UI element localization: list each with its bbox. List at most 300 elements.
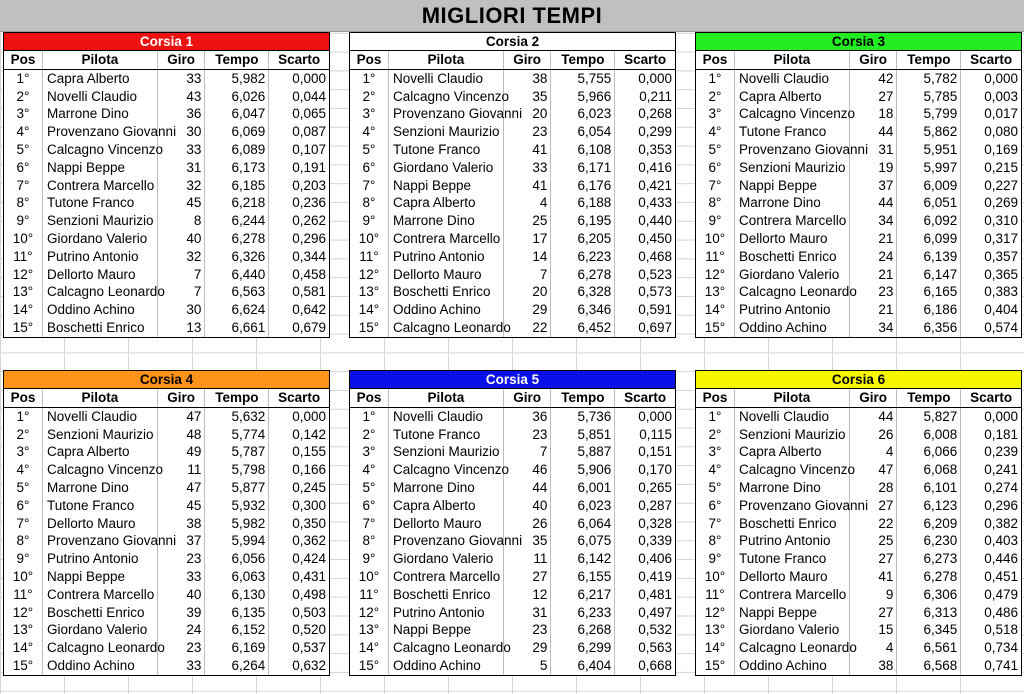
cell-gap: 0,115 bbox=[615, 426, 676, 444]
cell-gap: 0,450 bbox=[615, 230, 676, 248]
column-header-lap: Giro bbox=[157, 51, 205, 70]
cell-time: 6,009 bbox=[897, 177, 961, 195]
table-row bbox=[696, 105, 1022, 123]
cell-driver: Provenzano Giovanni bbox=[42, 532, 157, 550]
cell-lap: 37 bbox=[849, 177, 897, 195]
cell-time: 6,209 bbox=[897, 515, 961, 533]
table-row bbox=[350, 426, 676, 444]
cell-driver: Dellorto Mauro bbox=[388, 266, 503, 284]
table-row bbox=[4, 248, 330, 266]
cell-driver: Provenzano Giovanni bbox=[42, 123, 157, 141]
lane-header: Corsia 6 bbox=[695, 370, 1022, 388]
cell-time: 6,326 bbox=[205, 248, 269, 266]
cell-lap: 23 bbox=[157, 639, 205, 657]
table-row bbox=[696, 212, 1022, 230]
cell-gap: 0,310 bbox=[961, 212, 1022, 230]
cell-driver: Boschetti Enrico bbox=[734, 248, 849, 266]
table-row bbox=[696, 621, 1022, 639]
cell-lap: 26 bbox=[503, 515, 551, 533]
cell-time: 5,906 bbox=[551, 461, 615, 479]
table-row bbox=[350, 515, 676, 533]
cell-driver: Novelli Claudio bbox=[42, 88, 157, 106]
cell-lap: 21 bbox=[849, 230, 897, 248]
cell-time: 6,185 bbox=[205, 177, 269, 195]
cell-position: 10° bbox=[696, 230, 735, 248]
cell-position: 15° bbox=[4, 657, 43, 675]
table-row bbox=[696, 532, 1022, 550]
cell-position: 5° bbox=[4, 141, 43, 159]
cell-time: 6,064 bbox=[551, 515, 615, 533]
cell-driver: Calcagno Vincenzo bbox=[42, 141, 157, 159]
cell-driver: Dellorto Mauro bbox=[734, 568, 849, 586]
cell-driver: Giordano Valerio bbox=[42, 621, 157, 639]
table-row bbox=[4, 283, 330, 301]
cell-position: 11° bbox=[696, 586, 735, 604]
table-row bbox=[350, 248, 676, 266]
cell-time: 5,827 bbox=[897, 407, 961, 425]
cell-gap: 0,581 bbox=[269, 283, 330, 301]
cell-driver: Boschetti Enrico bbox=[388, 586, 503, 604]
table-row bbox=[4, 479, 330, 497]
table-row bbox=[4, 497, 330, 515]
cell-position: 11° bbox=[4, 586, 43, 604]
cell-lap: 43 bbox=[157, 88, 205, 106]
cell-gap: 0,191 bbox=[269, 159, 330, 177]
cell-lap: 32 bbox=[157, 248, 205, 266]
cell-gap: 0,573 bbox=[615, 283, 676, 301]
cell-gap: 0,107 bbox=[269, 141, 330, 159]
cell-gap: 0,679 bbox=[269, 319, 330, 337]
cell-gap: 0,299 bbox=[615, 123, 676, 141]
cell-position: 8° bbox=[350, 532, 389, 550]
cell-driver: Nappi Beppe bbox=[42, 568, 157, 586]
cell-time: 6,568 bbox=[897, 657, 961, 675]
cell-driver: Calcagno Leonardo bbox=[388, 639, 503, 657]
table-row bbox=[4, 532, 330, 550]
lane-header: Corsia 3 bbox=[695, 32, 1022, 50]
cell-time: 6,171 bbox=[551, 159, 615, 177]
cell-position: 7° bbox=[696, 177, 735, 195]
cell-lap: 44 bbox=[849, 194, 897, 212]
cell-gap: 0,486 bbox=[961, 604, 1022, 622]
cell-lap: 47 bbox=[157, 479, 205, 497]
cell-position: 10° bbox=[350, 568, 389, 586]
column-header-gap: Scarto bbox=[961, 389, 1022, 408]
lane-panel-3 bbox=[695, 32, 1022, 338]
cell-lap: 33 bbox=[157, 657, 205, 675]
table-row bbox=[4, 568, 330, 586]
cell-gap: 0,000 bbox=[615, 69, 676, 87]
table-row bbox=[696, 141, 1022, 159]
cell-lap: 45 bbox=[157, 497, 205, 515]
cell-time: 6,218 bbox=[205, 194, 269, 212]
table-row bbox=[350, 159, 676, 177]
column-header-gap: Scarto bbox=[269, 389, 330, 408]
table-row bbox=[4, 105, 330, 123]
cell-driver: Nappi Beppe bbox=[388, 621, 503, 639]
cell-position: 9° bbox=[696, 550, 735, 568]
cell-position: 9° bbox=[4, 212, 43, 230]
cell-gap: 0,365 bbox=[961, 266, 1022, 284]
cell-lap: 37 bbox=[157, 532, 205, 550]
cell-time: 6,563 bbox=[205, 283, 269, 301]
cell-time: 6,561 bbox=[897, 639, 961, 657]
cell-position: 5° bbox=[4, 479, 43, 497]
cell-gap: 0,440 bbox=[615, 212, 676, 230]
cell-position: 12° bbox=[4, 604, 43, 622]
cell-position: 8° bbox=[4, 532, 43, 550]
cell-position: 3° bbox=[4, 105, 43, 123]
cell-gap: 0,166 bbox=[269, 461, 330, 479]
cell-time: 6,233 bbox=[551, 604, 615, 622]
lane-panel-4 bbox=[3, 370, 330, 676]
table-row bbox=[350, 283, 676, 301]
cell-gap: 0,000 bbox=[615, 407, 676, 425]
table-row bbox=[350, 550, 676, 568]
cell-driver: Novelli Claudio bbox=[42, 407, 157, 425]
table-row bbox=[350, 639, 676, 657]
cell-driver: Putrino Antonio bbox=[42, 248, 157, 266]
cell-position: 13° bbox=[696, 283, 735, 301]
cell-lap: 20 bbox=[503, 283, 551, 301]
cell-driver: Dellorto Mauro bbox=[734, 230, 849, 248]
table-row bbox=[696, 194, 1022, 212]
cell-time: 6,186 bbox=[897, 301, 961, 319]
cell-driver: Capra Alberto bbox=[734, 88, 849, 106]
cell-position: 15° bbox=[350, 319, 389, 337]
cell-driver: Marrone Dino bbox=[42, 479, 157, 497]
cell-driver: Oddino Achino bbox=[388, 657, 503, 675]
cell-time: 6,273 bbox=[897, 550, 961, 568]
table-row bbox=[696, 657, 1022, 675]
cell-lap: 46 bbox=[503, 461, 551, 479]
table-row bbox=[696, 248, 1022, 266]
cell-gap: 0,537 bbox=[269, 639, 330, 657]
cell-time: 6,169 bbox=[205, 639, 269, 657]
cell-driver: Dellorto Mauro bbox=[388, 515, 503, 533]
cell-gap: 0,503 bbox=[269, 604, 330, 622]
cell-gap: 0,350 bbox=[269, 515, 330, 533]
cell-time: 5,982 bbox=[205, 515, 269, 533]
lane-header: Corsia 4 bbox=[3, 370, 330, 388]
cell-position: 12° bbox=[696, 266, 735, 284]
cell-driver: Giordano Valerio bbox=[388, 159, 503, 177]
cell-time: 6,313 bbox=[897, 604, 961, 622]
cell-driver: Dellorto Mauro bbox=[42, 515, 157, 533]
cell-gap: 0,211 bbox=[615, 88, 676, 106]
cell-position: 2° bbox=[696, 426, 735, 444]
cell-driver: Contrera Marcello bbox=[734, 586, 849, 604]
cell-position: 14° bbox=[696, 301, 735, 319]
cell-lap: 29 bbox=[503, 639, 551, 657]
column-header-gap: Scarto bbox=[615, 51, 676, 70]
cell-lap: 9 bbox=[849, 586, 897, 604]
table-row bbox=[350, 69, 676, 87]
cell-gap: 0,268 bbox=[615, 105, 676, 123]
cell-gap: 0,532 bbox=[615, 621, 676, 639]
table-row bbox=[350, 230, 676, 248]
cell-time: 6,173 bbox=[205, 159, 269, 177]
cell-lap: 28 bbox=[849, 479, 897, 497]
lane-panel-6 bbox=[695, 370, 1022, 676]
cell-lap: 4 bbox=[849, 639, 897, 657]
cell-lap: 40 bbox=[157, 230, 205, 248]
cell-gap: 0,523 bbox=[615, 266, 676, 284]
cell-lap: 49 bbox=[157, 443, 205, 461]
cell-time: 6,066 bbox=[897, 443, 961, 461]
cell-lap: 23 bbox=[157, 550, 205, 568]
table-row bbox=[4, 88, 330, 106]
cell-time: 6,063 bbox=[205, 568, 269, 586]
cell-time: 5,755 bbox=[551, 69, 615, 87]
cell-lap: 27 bbox=[849, 550, 897, 568]
cell-driver: Tutone Franco bbox=[734, 550, 849, 568]
cell-driver: Putrino Antonio bbox=[388, 248, 503, 266]
cell-time: 6,152 bbox=[205, 621, 269, 639]
cell-driver: Contrera Marcello bbox=[388, 230, 503, 248]
cell-position: 7° bbox=[696, 515, 735, 533]
cell-time: 6,356 bbox=[897, 319, 961, 337]
table-row bbox=[350, 657, 676, 675]
cell-gap: 0,169 bbox=[961, 141, 1022, 159]
cell-gap: 0,017 bbox=[961, 105, 1022, 123]
cell-gap: 0,697 bbox=[615, 319, 676, 337]
cell-gap: 0,274 bbox=[961, 479, 1022, 497]
cell-position: 1° bbox=[4, 407, 43, 425]
cell-position: 10° bbox=[350, 230, 389, 248]
cell-gap: 0,362 bbox=[269, 532, 330, 550]
table-row bbox=[696, 283, 1022, 301]
cell-position: 10° bbox=[696, 568, 735, 586]
cell-time: 6,089 bbox=[205, 141, 269, 159]
cell-position: 3° bbox=[696, 105, 735, 123]
cell-lap: 33 bbox=[503, 159, 551, 177]
table-row bbox=[4, 604, 330, 622]
cell-lap: 36 bbox=[157, 105, 205, 123]
cell-lap: 8 bbox=[157, 212, 205, 230]
column-header-driver: Pilota bbox=[734, 389, 849, 408]
cell-gap: 0,080 bbox=[961, 123, 1022, 141]
table-row bbox=[350, 319, 676, 337]
cell-gap: 0,403 bbox=[961, 532, 1022, 550]
cell-position: 4° bbox=[4, 123, 43, 141]
cell-driver: Putrino Antonio bbox=[734, 532, 849, 550]
cell-driver: Capra Alberto bbox=[388, 497, 503, 515]
cell-position: 5° bbox=[696, 141, 735, 159]
cell-lap: 34 bbox=[849, 319, 897, 337]
table-row bbox=[350, 621, 676, 639]
cell-gap: 0,087 bbox=[269, 123, 330, 141]
cell-time: 5,994 bbox=[205, 532, 269, 550]
cell-gap: 0,000 bbox=[269, 69, 330, 87]
cell-time: 5,851 bbox=[551, 426, 615, 444]
cell-gap: 0,227 bbox=[961, 177, 1022, 195]
lane-table bbox=[695, 50, 1022, 338]
cell-position: 13° bbox=[350, 621, 389, 639]
cell-gap: 0,591 bbox=[615, 301, 676, 319]
cell-time: 6,075 bbox=[551, 532, 615, 550]
table-row bbox=[696, 230, 1022, 248]
cell-gap: 0,065 bbox=[269, 105, 330, 123]
cell-position: 4° bbox=[4, 461, 43, 479]
cell-lap: 7 bbox=[157, 266, 205, 284]
cell-position: 10° bbox=[4, 568, 43, 586]
column-header-position: Pos bbox=[4, 389, 43, 408]
cell-driver: Novelli Claudio bbox=[388, 407, 503, 425]
lane-panel-1 bbox=[3, 32, 330, 338]
cell-lap: 29 bbox=[503, 301, 551, 319]
cell-gap: 0,563 bbox=[615, 639, 676, 657]
cell-lap: 7 bbox=[503, 266, 551, 284]
cell-driver: Oddino Achino bbox=[734, 319, 849, 337]
cell-time: 6,328 bbox=[551, 283, 615, 301]
cell-time: 6,624 bbox=[205, 301, 269, 319]
column-header-lap: Giro bbox=[503, 51, 551, 70]
cell-time: 6,440 bbox=[205, 266, 269, 284]
cell-time: 6,264 bbox=[205, 657, 269, 675]
cell-driver: Senzioni Maurizio bbox=[734, 426, 849, 444]
column-header-position: Pos bbox=[350, 389, 389, 408]
cell-driver: Calcagno Vincenzo bbox=[388, 461, 503, 479]
cell-position: 5° bbox=[350, 141, 389, 159]
cell-gap: 0,239 bbox=[961, 443, 1022, 461]
cell-position: 6° bbox=[4, 497, 43, 515]
cell-position: 4° bbox=[696, 123, 735, 141]
cell-lap: 4 bbox=[849, 443, 897, 461]
cell-driver: Provenzano Giovanni bbox=[388, 105, 503, 123]
cell-driver: Calcagno Vincenzo bbox=[734, 461, 849, 479]
cell-gap: 0,433 bbox=[615, 194, 676, 212]
cell-driver: Dellorto Mauro bbox=[42, 266, 157, 284]
cell-lap: 17 bbox=[503, 230, 551, 248]
cell-time: 5,982 bbox=[205, 69, 269, 87]
cell-driver: Provenzano Giovanni bbox=[734, 497, 849, 515]
table-row bbox=[4, 301, 330, 319]
cell-time: 6,108 bbox=[551, 141, 615, 159]
table-row bbox=[696, 407, 1022, 425]
column-header-time: Tempo bbox=[551, 51, 615, 70]
cell-position: 14° bbox=[350, 639, 389, 657]
cell-driver: Senzioni Maurizio bbox=[388, 123, 503, 141]
cell-time: 6,139 bbox=[897, 248, 961, 266]
table-row bbox=[696, 479, 1022, 497]
cell-lap: 44 bbox=[503, 479, 551, 497]
cell-time: 6,346 bbox=[551, 301, 615, 319]
table-row bbox=[696, 123, 1022, 141]
cell-time: 5,951 bbox=[897, 141, 961, 159]
cell-time: 6,001 bbox=[551, 479, 615, 497]
cell-driver: Calcagno Leonardo bbox=[42, 283, 157, 301]
cell-position: 8° bbox=[696, 194, 735, 212]
cell-gap: 0,296 bbox=[269, 230, 330, 248]
cell-lap: 23 bbox=[849, 283, 897, 301]
cell-position: 15° bbox=[4, 319, 43, 337]
table-row bbox=[350, 604, 676, 622]
cell-gap: 0,241 bbox=[961, 461, 1022, 479]
cell-lap: 23 bbox=[503, 426, 551, 444]
cell-position: 6° bbox=[4, 159, 43, 177]
table-row bbox=[350, 88, 676, 106]
table-row bbox=[696, 568, 1022, 586]
table-row bbox=[696, 319, 1022, 337]
cell-time: 6,054 bbox=[551, 123, 615, 141]
cell-driver: Putrino Antonio bbox=[734, 301, 849, 319]
cell-driver: Marrone Dino bbox=[388, 212, 503, 230]
cell-time: 6,023 bbox=[551, 105, 615, 123]
lane-header: Corsia 5 bbox=[349, 370, 676, 388]
cell-position: 8° bbox=[4, 194, 43, 212]
cell-driver: Capra Alberto bbox=[42, 69, 157, 87]
cell-lap: 11 bbox=[157, 461, 205, 479]
cell-driver: Calcagno Vincenzo bbox=[42, 461, 157, 479]
cell-position: 15° bbox=[350, 657, 389, 675]
cell-gap: 0,632 bbox=[269, 657, 330, 675]
cell-driver: Capra Alberto bbox=[42, 443, 157, 461]
cell-position: 9° bbox=[696, 212, 735, 230]
cell-time: 6,188 bbox=[551, 194, 615, 212]
cell-position: 9° bbox=[350, 212, 389, 230]
table-row bbox=[696, 69, 1022, 87]
cell-gap: 0,451 bbox=[961, 568, 1022, 586]
cell-position: 13° bbox=[350, 283, 389, 301]
table-row bbox=[4, 515, 330, 533]
cell-lap: 42 bbox=[849, 69, 897, 87]
cell-lap: 35 bbox=[503, 88, 551, 106]
cell-time: 6,278 bbox=[205, 230, 269, 248]
table-row bbox=[4, 230, 330, 248]
cell-time: 6,068 bbox=[897, 461, 961, 479]
cell-position: 5° bbox=[350, 479, 389, 497]
table-row bbox=[696, 497, 1022, 515]
cell-lap: 23 bbox=[503, 621, 551, 639]
cell-driver: Giordano Valerio bbox=[388, 550, 503, 568]
table-row bbox=[696, 177, 1022, 195]
table-row bbox=[4, 194, 330, 212]
table-row bbox=[4, 586, 330, 604]
cell-gap: 0,000 bbox=[269, 407, 330, 425]
cell-lap: 11 bbox=[503, 550, 551, 568]
cell-time: 6,147 bbox=[897, 266, 961, 284]
cell-position: 8° bbox=[696, 532, 735, 550]
table-row bbox=[696, 461, 1022, 479]
table-row bbox=[4, 657, 330, 675]
cell-lap: 21 bbox=[849, 301, 897, 319]
cell-time: 6,135 bbox=[205, 604, 269, 622]
cell-time: 5,887 bbox=[551, 443, 615, 461]
cell-time: 6,195 bbox=[551, 212, 615, 230]
table-row bbox=[4, 426, 330, 444]
cell-lap: 44 bbox=[849, 407, 897, 425]
cell-driver: Calcagno Leonardo bbox=[734, 283, 849, 301]
column-header-lap: Giro bbox=[849, 389, 897, 408]
cell-gap: 0,404 bbox=[961, 301, 1022, 319]
table-row bbox=[4, 443, 330, 461]
cell-time: 6,345 bbox=[897, 621, 961, 639]
cell-gap: 0,265 bbox=[615, 479, 676, 497]
cell-position: 11° bbox=[4, 248, 43, 266]
cell-driver: Novelli Claudio bbox=[388, 69, 503, 87]
table-row bbox=[350, 586, 676, 604]
cell-lap: 48 bbox=[157, 426, 205, 444]
table-row bbox=[4, 69, 330, 87]
table-row bbox=[350, 461, 676, 479]
cell-position: 4° bbox=[350, 461, 389, 479]
cell-position: 15° bbox=[696, 319, 735, 337]
cell-lap: 24 bbox=[849, 248, 897, 266]
cell-driver: Senzioni Maurizio bbox=[388, 443, 503, 461]
cell-driver: Giordano Valerio bbox=[42, 230, 157, 248]
cell-position: 7° bbox=[350, 515, 389, 533]
